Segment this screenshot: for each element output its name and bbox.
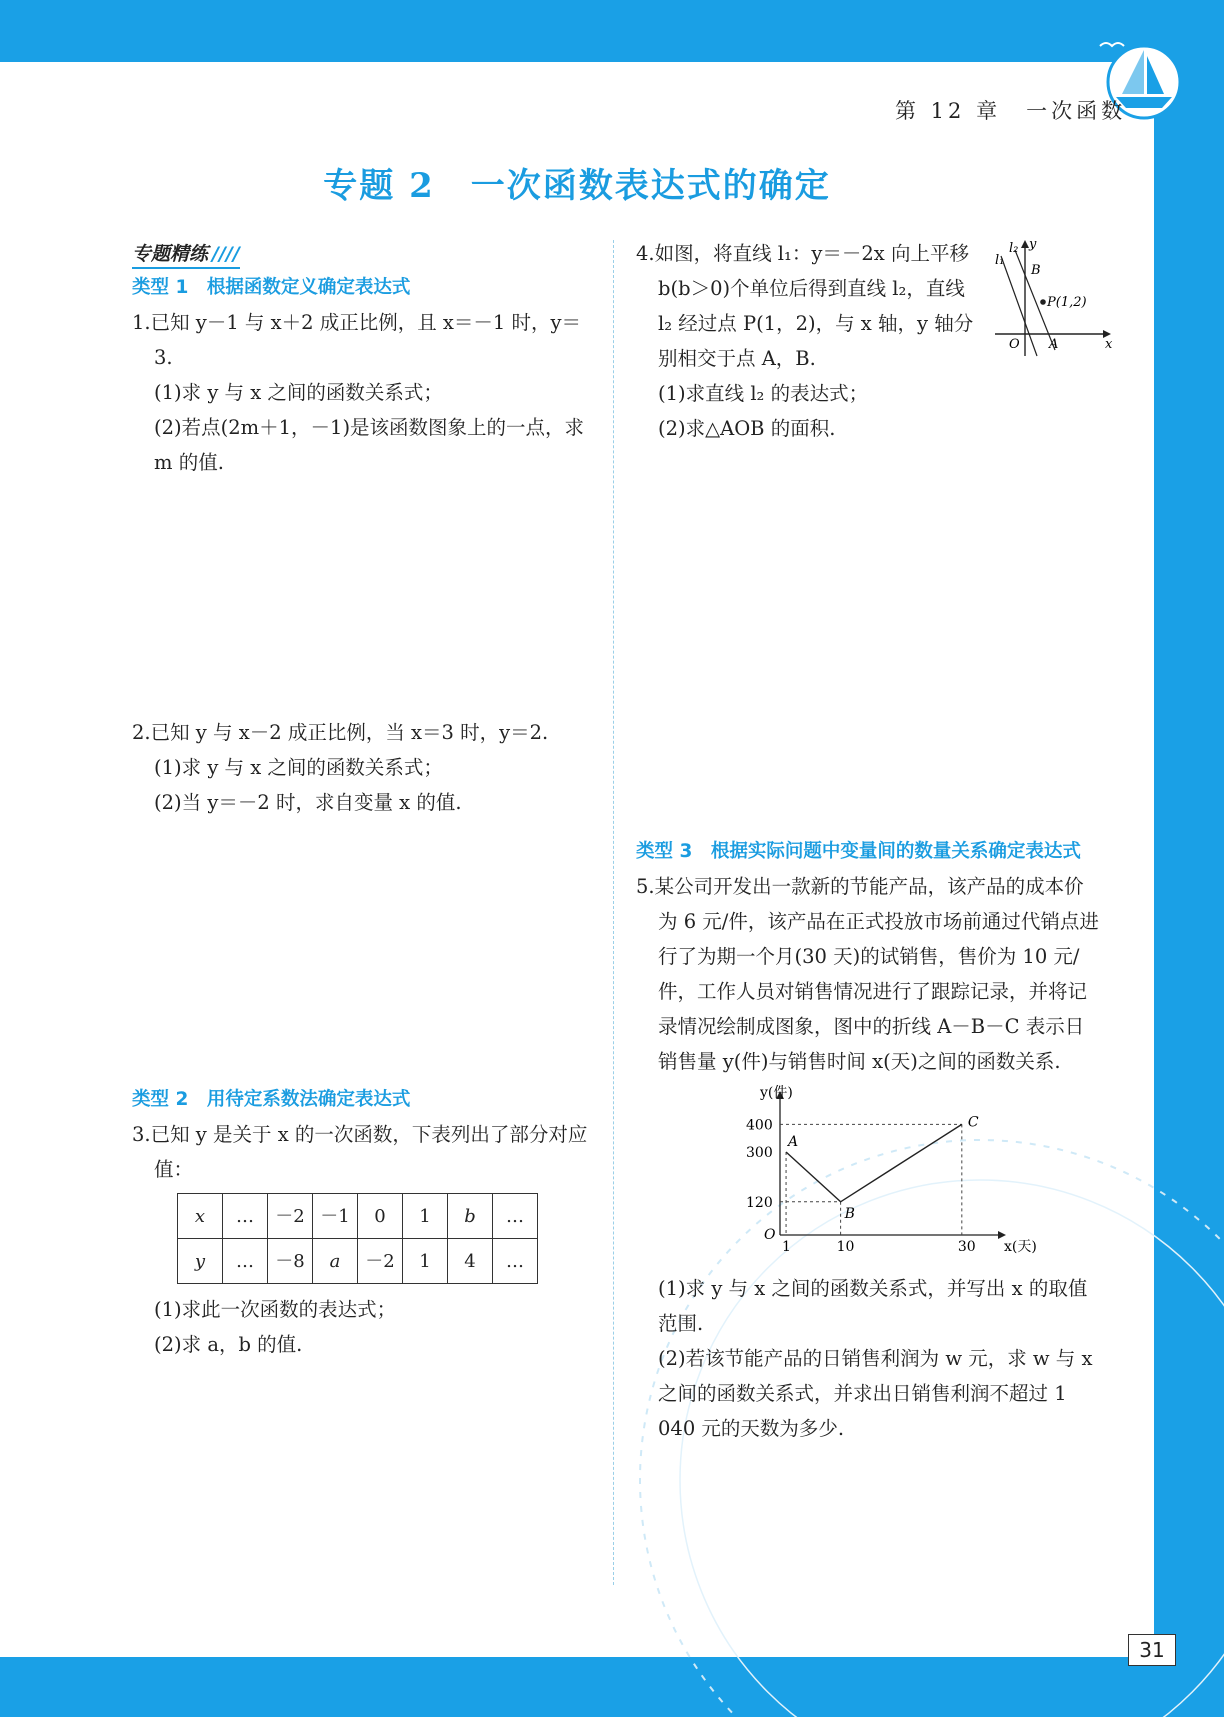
label-O: O <box>1009 337 1020 352</box>
table-cell: －8 <box>268 1239 313 1284</box>
question-1-stem: 1.已知 y－1 与 x＋2 成正比例，且 x＝－1 时，y＝3. <box>132 311 582 369</box>
table-cell: －2 <box>358 1239 403 1284</box>
label-x: x <box>1105 337 1113 352</box>
table-cell: b <box>448 1194 493 1239</box>
table-cell: … <box>493 1194 538 1239</box>
y-axis-label: y(件) <box>760 1085 793 1101</box>
top-band <box>0 0 1224 62</box>
question-3-stem: 3.已知 y 是关于 x 的一次函数，下表列出了部分对应值： <box>132 1123 588 1181</box>
answer-space-4 <box>636 446 1101 834</box>
series-line <box>786 1124 962 1201</box>
column-divider <box>613 240 614 1585</box>
question-5-part1: (1)求 y 与 x 之间的函数关系式，并写出 x 的取值范围. <box>658 1277 1088 1335</box>
table-cell: … <box>493 1239 538 1284</box>
origin-label: O <box>764 1227 776 1243</box>
value-table <box>177 1193 538 1284</box>
question-1-part1: (1)求 y 与 x 之间的函数关系式； <box>154 381 443 404</box>
table-cell: 0 <box>358 1194 403 1239</box>
left-column <box>132 236 594 1362</box>
table-cell: … <box>223 1239 268 1284</box>
x-tick-label: 10 <box>836 1239 855 1255</box>
question-1-part2: (2)若点(2m＋1，－1)是该函数图象上的一点，求 m 的值. <box>154 416 585 474</box>
x-axis-label: x(天) <box>1004 1239 1037 1255</box>
slashes-icon: //// <box>212 243 240 265</box>
x-axis-arrow <box>998 1231 1006 1239</box>
answer-space-1 <box>132 480 594 715</box>
section-tag-text: 专题精练 <box>132 243 209 265</box>
question-3-part1: (1)求此一次函数的表达式； <box>154 1298 397 1321</box>
table-cell: x <box>178 1194 223 1239</box>
x-tick-label: 1 <box>782 1239 791 1255</box>
question-5-part2: (2)若该节能产品的日销售利润为 w 元，求 w 与 x 之间的函数关系式，并求出日销售利润不超过 1 040 元的天数为多少. <box>658 1347 1093 1440</box>
label-P: P(1,2) <box>1047 295 1087 310</box>
x-tick-label: 30 <box>957 1239 976 1255</box>
table-cell: －1 <box>313 1194 358 1239</box>
question-2-part1: (1)求 y 与 x 之间的函数关系式； <box>154 756 443 779</box>
chapter-header: 第 12 章 一次函数 <box>895 99 1127 123</box>
page-number: 31 <box>1128 1634 1176 1666</box>
question-4-figure <box>985 234 1115 364</box>
table-cell: a <box>313 1239 358 1284</box>
y-tick-label: 300 <box>746 1145 773 1162</box>
table-cell: 4 <box>448 1239 493 1284</box>
sales-chart <box>732 1085 1037 1265</box>
table-cell: －2 <box>268 1194 313 1239</box>
question-2-stem: 2.已知 y 与 x－2 成正比例，当 x＝3 时，y＝2. <box>132 721 549 744</box>
y-tick-label: 400 <box>746 1117 773 1134</box>
table-row <box>178 1194 538 1239</box>
type2-heading: 类型 2 用待定系数法确定表达式 <box>132 1089 411 1110</box>
section-tag <box>132 241 240 269</box>
question-4-part2: (2)求△AOB 的面积. <box>658 417 836 440</box>
label-A: A <box>1049 337 1059 352</box>
y-tick-label: 120 <box>746 1194 773 1211</box>
question-4-stem: 4.如图，将直线 l₁：y＝－2x 向上平移 b(b＞0)个单位后得到直线 l₂，直线 l₂ 经过点 P(1，2)，与 x 轴，y 轴分别相交于点 A，B. <box>636 242 974 370</box>
table-cell: 1 <box>403 1239 448 1284</box>
page-title: 专题 2 一次函数表达式的确定 <box>323 166 831 206</box>
table-cell: 1 <box>403 1194 448 1239</box>
answer-space-2 <box>132 820 594 1082</box>
point-label: A <box>788 1134 799 1151</box>
right-column <box>636 236 1113 1446</box>
type1-heading: 类型 1 根据函数定义确定表达式 <box>132 277 411 298</box>
label-l1: l₁ <box>995 253 1005 268</box>
question-2-part2: (2)当 y＝－2 时，求自变量 x 的值. <box>154 791 462 814</box>
label-B: B <box>1031 263 1041 278</box>
table-row <box>178 1239 538 1284</box>
question-3-part2: (2)求 a，b 的值. <box>154 1333 303 1356</box>
type3-heading: 类型 3 根据实际问题中变量间的数量关系确定表达式 <box>636 841 1081 862</box>
table-cell: y <box>178 1239 223 1284</box>
question-4-part1: (1)求直线 l₂ 的表达式； <box>658 382 869 405</box>
label-l2: l₂ <box>1009 241 1019 256</box>
table-cell: … <box>223 1194 268 1239</box>
label-y: y <box>1029 237 1037 252</box>
point-label: B <box>844 1205 855 1222</box>
question-5-stem: 5.某公司开发出一款新的节能产品，该产品的成本价为 6 元/件，该产品在正式投放市场前通过代销点进行了为期一个月(30 天)的试销售，售价为 10 元/件，工作人员对销售情况进行了跟踪记录，并将记录情况绘制成图象，图中的折线 A－B－C 表示日销售量 y(件)与销售时间 x(天)之间的函数关系. <box>636 875 1099 1073</box>
point-label: C <box>967 1114 979 1131</box>
